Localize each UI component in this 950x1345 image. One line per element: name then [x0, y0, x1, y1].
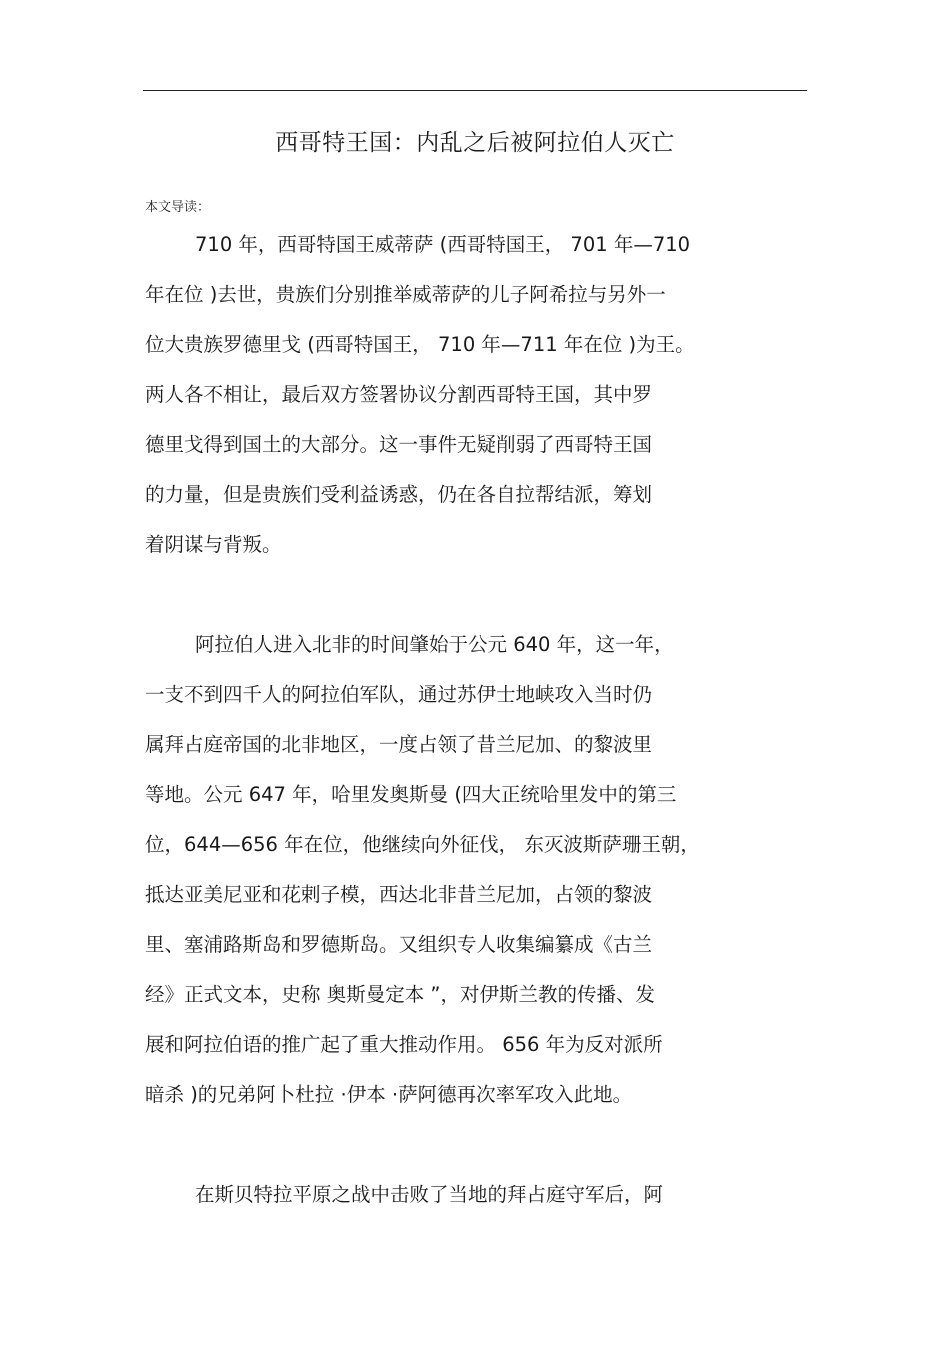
- paragraph-line: 等地。公元 647 年，哈里发奥斯曼 (四大正统哈里发中的第三: [145, 783, 677, 806]
- paragraph-line: 阿拉伯人进入北非的时间肇始于公元 640 年，这一年，: [195, 633, 674, 656]
- paragraph-line: 里、塞浦路斯岛和罗德斯岛。又组织专人收集编纂成《古兰: [145, 933, 653, 956]
- guide-label: 本文导读：: [145, 200, 211, 215]
- paragraph-line: 在斯贝特拉平原之战中击败了当地的拜占庭守军后，阿: [195, 1183, 664, 1206]
- paragraph-line: 经》正式文本，史称 奥斯曼定本 ”，对伊斯兰教的传播、发: [145, 983, 655, 1006]
- paragraph-line: 展和阿拉伯语的推广起了重大推动作用。 656 年为反对派所: [145, 1033, 663, 1056]
- paragraph-line: 位大贵族罗德里戈 (西哥特国王， 710 年—711 年在位 )为王。: [145, 333, 695, 356]
- page-title: 西哥特王国：内乱之后被阿拉伯人灭亡: [275, 130, 675, 156]
- header-rule: [143, 90, 807, 91]
- paragraph-line: 710 年，西哥特国王威蒂萨 (西哥特国王， 701 年—710: [195, 233, 691, 256]
- paragraph-line: 暗杀 )的兄弟阿卜杜拉 ·伊本 ·萨阿德再次率军攻入此地。: [145, 1083, 633, 1106]
- paragraph-line: 位，644—656 年在位，他继续向外征伐， 东灭波斯萨珊王朝，: [145, 833, 700, 856]
- paragraph-line: 两人各不相让，最后双方签署协议分割西哥特王国，其中罗: [145, 383, 653, 406]
- paragraph-line: 抵达亚美尼亚和花剌子模，西达北非昔兰尼加，占领的黎波: [145, 883, 653, 906]
- paragraph-line: 一支不到四千人的阿拉伯军队，通过苏伊士地峡攻入当时仍: [145, 683, 653, 706]
- paragraph-line: 年在位 )去世，贵族们分别推举威蒂萨的儿子阿希拉与另外一: [145, 283, 666, 306]
- paragraph-line: 着阴谋与背叛。: [145, 533, 282, 556]
- paragraph-line: 德里戈得到国土的大部分。这一事件无疑削弱了西哥特王国: [145, 433, 653, 456]
- paragraph-line: 的力量，但是贵族们受利益诱惑，仍在各自拉帮结派，筹划: [145, 483, 653, 506]
- paragraph-line: 属拜占庭帝国的北非地区，一度占领了昔兰尼加、的黎波里: [145, 733, 653, 756]
